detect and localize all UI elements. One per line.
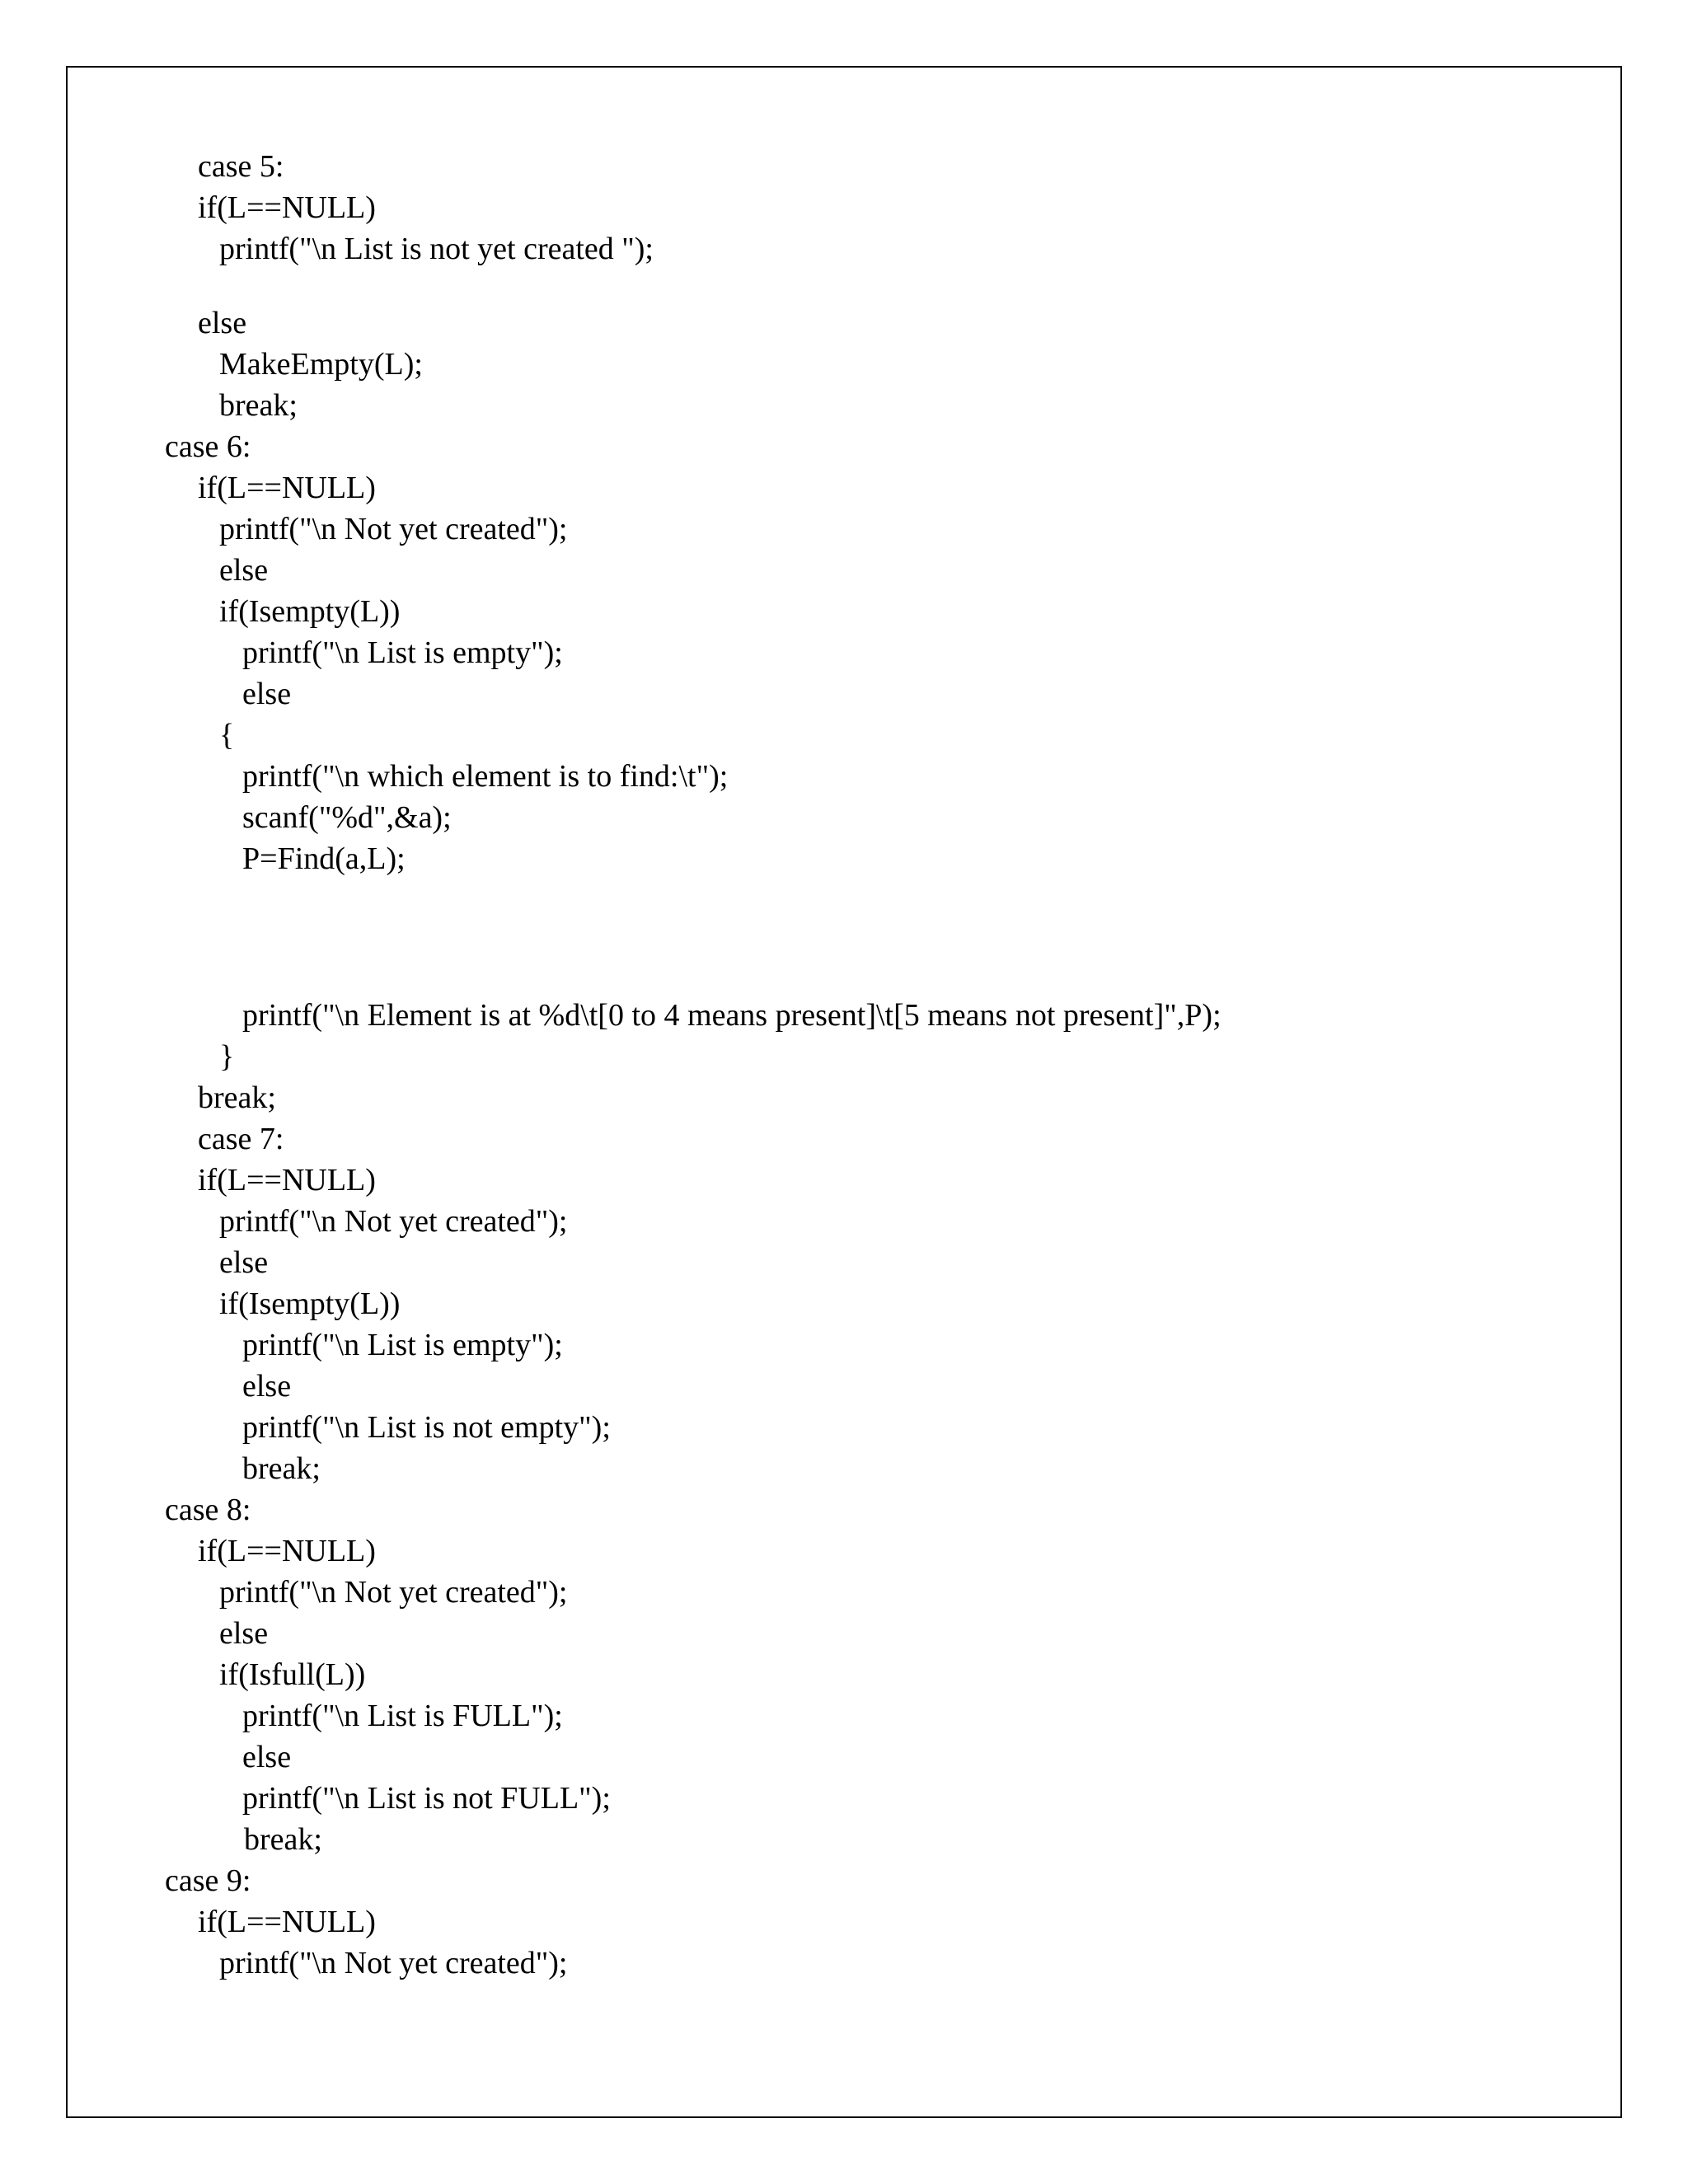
code-line: break; [198,1080,276,1115]
code-line: else [219,1616,269,1651]
code-line: printf("\n Not yet created"); [219,512,568,546]
code-line: else [219,553,269,588]
code-line: printf("\n List is FULL"); [242,1699,563,1733]
code-line: case 9: [165,1863,251,1898]
code-line: else [242,1740,292,1774]
code-line: printf("\n Not yet created"); [219,1575,568,1610]
code-line: printf("\n List is not FULL"); [242,1781,611,1816]
code-line: else [242,677,292,711]
code-line: P=Find(a,L); [242,841,406,876]
code-line: printf("\n List is not yet created "); [219,232,654,266]
code-line: { [219,718,235,752]
code-line: break; [244,1822,322,1857]
code-line: } [219,1039,235,1074]
code-line: printf("\n List is empty"); [242,635,563,670]
code-line: printf("\n Not yet created"); [219,1204,568,1239]
code-line: break; [242,1451,321,1486]
code-line: if(L==NULL) [198,471,376,505]
code-line: if(L==NULL) [198,1905,376,1939]
code-line: if(L==NULL) [198,1534,376,1568]
code-line: printf("\n Not yet created"); [219,1946,568,1980]
code-line: printf("\n List is empty"); [242,1328,563,1362]
code-line: break; [219,388,298,423]
code-line: case 7: [198,1122,284,1156]
code-line: case 5: [198,149,284,184]
code-line: else [242,1369,292,1404]
code-line: scanf("%d",&a); [242,800,452,835]
code-line: printf("\n which element is to find:\t"); [242,759,729,794]
code-line: printf("\n Element is at %d\t[0 to 4 means present]\t[5 means not present]",P); [242,998,1221,1033]
code-line: MakeEmpty(L); [219,347,423,382]
code-line: else [219,1245,269,1280]
code-line: printf("\n List is not empty"); [242,1410,611,1445]
code-line: if(Isempty(L)) [219,1286,401,1321]
code-line: if(Isfull(L)) [219,1657,366,1692]
code-line: case 8: [165,1493,251,1527]
code-line: if(Isempty(L)) [219,594,401,629]
code-line: else [198,306,247,340]
code-line: if(L==NULL) [198,1163,376,1197]
code-line: case 6: [165,429,251,464]
code-line: if(L==NULL) [198,190,376,225]
